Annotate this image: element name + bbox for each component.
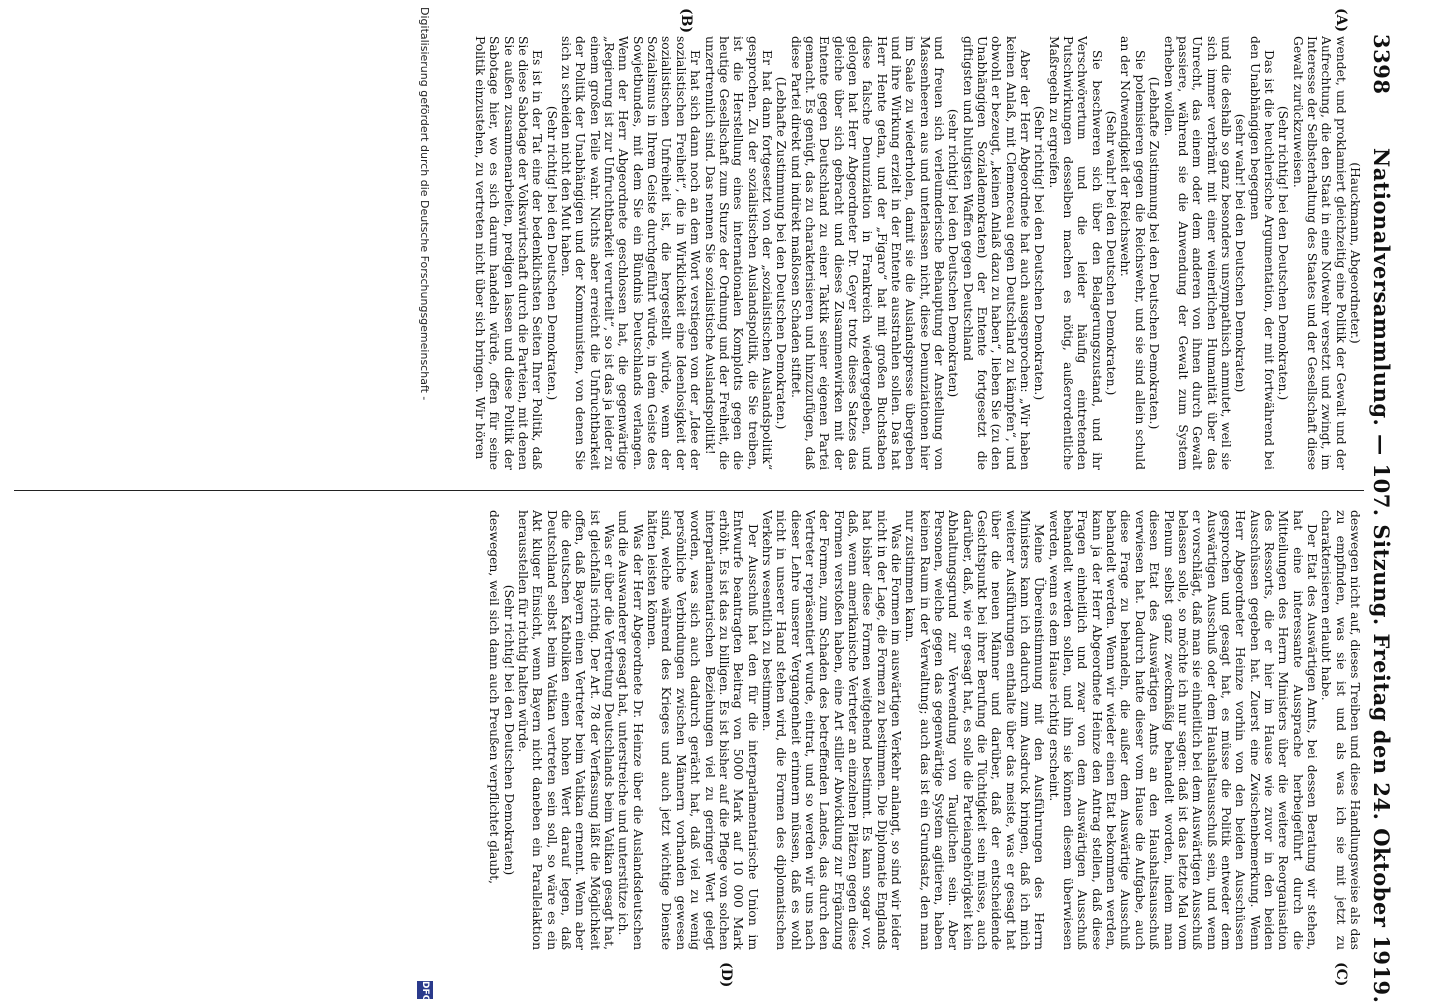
paragraph: wendet, und proklamiert gleichzeitig eine Politik der Gewalt und der Aufrechtung, die den Staat in eine Notwehr versetzt und zwingt, im Interesse der Selbsterhaltung des Staates und der Gesellschaft diese Gewalt zurückzuweisen.: [1290, 36, 1348, 470]
right-text-column: [17, 510, 1362, 950]
paragraph: Das ist die heuchlerische Argumentation, der mit fortwährend bei den Unabhängigen begegnen: [1247, 36, 1276, 470]
margin-marker-b: (B): [678, 8, 694, 34]
reaction-line: (Sehr richtig! bei den Deutschen Demokraten.): [1276, 105, 1291, 401]
credit-text: Digitalisierung gefördert durch die Deutsche Forschungsgemeinschaft -: [418, 7, 431, 401]
paragraph: und die deshalb so ganz besonders unsympathisch anmutet, weil sie sich immer verbrämt mit einer weinerlichen Humanität über das Unrecht, das einem oder dem anderen von ihnen durch Gewalt passiere, während sie die Anwendung der Gewalt zum System erheben wollen.: [1161, 36, 1233, 470]
left-text-column: [17, 36, 1362, 470]
paragraph: Was die Formen im auswärtigen Verkehr anlangt, so sind wir leider nicht in der Lage, die Formen zu bestimmen. Die Diplomatie Englands hat bisher diese Formen weitgehend bestimmt. Es kann sogar vor, daß, wenn amerikanische Vertreter an einzelnen Plätzen gegen diese Formen verstoßen haben, eine Art stiller Abwicklung zur Ergänzung der Formen, zum Schaden des betreffenden Landes, das durch den Vertreter repräsentiert wurde, eintrat, und so werden wir uns nach dieser Lehre unserer Vergangenheit erinnern müssen, daß es wohl nicht in unserer Hand stehen wird, die Formen des diplomatischen Verkehrs wesentlich zu bestimmen.: [759, 510, 903, 950]
paragraph: Der Ausschuß hat den für die interparlamentarische Union im Entwurfe beantragten Beitrag von 5000 Mark auf 10 000 Mark erhöht. Es ist das zu billigen. Es ist bisher auf die Pflege von solchen interparlamentarischen Beziehungen viel zu geringer Wert gelegt worden, was sich auch dadurch gerächt hat, daß viel zu wenig persönliche Verbindungen zwischen Männern vorhanden gewesen sind, welche während des Krieges und auch jetzt wichtige Dienste hätten leisten können.: [645, 510, 760, 950]
margin-marker-c: (C): [1333, 962, 1349, 987]
paragraph: deswegen nicht auf, dieses Treiben und diese Handlungsweise als das zu empfinden, was sie ist und als was ich sie mit jetzt zu charakterisieren erlaubt habe.: [1319, 510, 1362, 950]
running-head: Nationalversammlung. — 107. Sitzung. Freitag den 24. Oktober 1919.: [1369, 148, 1394, 1003]
paragraph: Sie polemisieren gegen die Reichswehr, und sie sind allein schuld an der Notwendigkeit der Reichswehr.: [1118, 36, 1147, 470]
digitization-credit: [412, 1, 434, 1001]
paragraph: Er hat sich dann noch an dem Wort verstiegen von der „Idee der sozialistischen Freiheit“, die in Wirklichkeit eine Ideenlosigkeit der sozialistischen Unfreiheit ist, die hergestellt würde, wenn der Sozialismus in Ihrem Geiste durchgeführt würde, in dem Geiste des Sowjetbundes, mit dem Sie ein Bündnis Deutschlands verlangen. Wenn der Herr Abgeordnete geschlossen hat, die gegenwärtige „Regierung ist zur Unfruchtbarkeit verurteilt“, so ist das ja leider zu einem großen Teile wahr. Nichts aber erreicht die Unfruchtbarkeit der Politik der Unabhängigen und der Kommunisten, von denen Sie sich zu scheiden nicht den Mut haben.: [559, 36, 703, 470]
page-number: 3398: [1369, 34, 1394, 95]
paragraph: Er hat dann fortgesetzt von der „sozialistischen Auslandspolitik“ gesprochen. Zu der sozialistischen Auslandspolitik, die Sie treiben, ist die Herstellung eines internationalen Komplotts gegen die heutige Gesellschaft zum Sturze der Ordnung und der Freiheit, die unzertrennlich sind. Das nennen Sie sozialistische Auslandspolitik!: [702, 36, 774, 470]
reaction-line: (Sehr wahr! bei den Deutschen Demokraten.): [1104, 110, 1119, 396]
reaction-line: (sehr richtig! bei den Deutschen Demokraten): [946, 108, 961, 398]
margin-marker-a: (A): [1333, 8, 1349, 33]
paragraph: Sie beschweren sich über den Belagerungszustand, und ihr Verschwörertum und die leider häufig eintretenden Putschwirkungen desselben machen es nötig, außerordentliche Maßregeln zu ergreifen.: [1046, 36, 1104, 470]
paragraph: Aber der Herr Abgeordnete hat auch ausgesprochen: „Wir haben keinen Anlaß, mit Clemenceau gegen Deutschland zu kämpfen“, und obwohl er bezeugt, „keinen Anlaß dazu zu haben“, lieben Sie (zu den Unabhängigen Sozialdemokraten) der Entente fortgesetzt die giftigsten und blutigsten Waffen gegen Deutschland: [960, 36, 1033, 470]
paragraph: (Hauckmann, Abgeordneter.): [1348, 162, 1362, 344]
paragraph: deswegen, weil sich dann auch Preußen verpflichtet glaubt,: [487, 510, 502, 885]
page-header: [1364, 20, 1394, 1003]
paragraph: Es ist in der Tat eine der bedenklichsten Seiten Ihrer Politik, daß Sie diese Sabotage der Volkswirtschaft durch die Parteien, mit denen Sie außen zusammenarbeiten, predigen lassen und diese Politik der Sabotage hier, wo es sich darum handeln würde, offen für seine Politik einzustehen, zu vertreten nicht über sich bringen. Wir hören: [473, 36, 545, 470]
reaction-line: (Sehr richtig! bei den Deutschen Demokraten.): [544, 105, 559, 401]
column-divider: [14, 490, 1364, 491]
reaction-line: (sehr wahr! bei den Deutschen Demokraten): [1233, 113, 1248, 393]
paragraph: Was er über die Vertretung Deutschlands beim Vatikan gesagt hat, ist gleichfalls richtig. Der Art. 78 der Verfassung läßt die Möglichkeit offen, daß Bayern einen Vertreter beim Vatikan ernennt. Wenn aber die deutschen Katholiken einen hohen Wert darauf legen, daß Deutschland selbst beim Vatikan vertreten sein soll, so wäre es ein Akt kluger Einsicht, wenn Bayern nicht daneben ein Parallelaktion herausstellen für richtig halten würde.: [516, 510, 617, 950]
reaction-line: (Lebhafte Zustimmung bei den Deutschen Demokraten.): [1147, 76, 1162, 430]
reaction-line: (Lebhafte Zustimmung bei den Deutschen Demokraten.): [774, 76, 789, 430]
margin-marker-d: (D): [718, 962, 734, 988]
dfg-logo: DFG: [417, 981, 433, 999]
reaction-line: (Sehr richtig! bei den Deutschen Demokraten.): [1032, 105, 1047, 401]
paragraph: und freuen sich verleumderische Behauptung der Anstellung von Massenheeren aus und unterlassen nicht, diese Denunziationen hier im Saale zu wiederholen, damit sie die Auslandspresse übergeben und ihre Wirkung erzielt in der Entente ausstrahlen sollen. Das hat Herr Hente getan, und der „Figaro“ hat mit großen Buchstaben diese falsche Denunziation in Frankreich wiedergegeben, und gelogen hat Herr Abgeordneter Dr. Geyer trotz dieses Satzes das gleiche über sich gebracht und dieses Zusammenwirken mit der Entente gegen Deutschland zu einer Taktik seiner eigenen Partei gemacht. Es genügt, das zu charakterisieren und hinzuzufügen, daß diese Partei direkt und indirekt maßlosen Schaden stiftet.: [788, 36, 947, 470]
reaction-line: (Sehr richtig! bei den Deutschen Demokraten): [501, 584, 516, 876]
paragraph: Meine Übereinstimmung mit den Ausführungen des Herrn Ministers kann ich dadurch zum Ausdruck bringen, daß ich mich weiterer Ausführungen enthalte über das meiste, was er gesagt hat über die neuen Männer und darüber, daß der entscheidende Gesichtspunkt bei ihrer Berufung die Tüchtigkeit sein müsse, auch darüber, daß, wie er gesagt hat, es solle die Parteiangehörigkeit kein Abhaltungsgrund zur Verwendung von Tauglichen sein. Aber Personen, welche gegen das gegenwärtige System agitieren, haben keinen Raum in der Verwaltung; auch das ist ein Grundsatz, den man nur zustimmen kann.: [903, 510, 1047, 950]
paragraph: Was der Herr Abgeordnete Dr. Heinze über die Auslandsdeutschen und die Auswanderer gesagt hat, unterstreiche und unterstütze ich.: [616, 510, 645, 950]
paragraph: Der Etat des Auswärtigen Amts, bei dessen Beratung wir stehen, hat eine interessante Aussprache herbeigeführt durch die Mitteilungen des Herrn Ministers über die weitere Reorganisation des Ressorts, die er hier im Hause wie zuvor in den beiden Ausschüssen gegeben hat. Zuerst eine Zwischenbemerkung. Wenn Herr Abgeordneter Heinze vorhin von den beiden Ausschüssen gesprochen und gesagt hat, es müsse die Politik entweder dem Auswärtigen Ausschuß oder dem Haushaltsausschuß sein, und wenn er vorschlägt, daß man sie einheitlich bei dem Auswärtigen Ausschuß belassen solle, so möchte ich nur sagen: daß ist das letzte Mal vom Plenum selbst ganz zweckmäßig behandelt worden, indem man diesen Etat des Auswärtigen Amts an den Haushaltsausschuß verwiesen hat. Dadurch hatte dieser vom Hause die Aufgabe, auch diese Frage zu behandeln, die außer dem Auswärtige Ausschuß behandelt werden. Wenn wir wieder einen Etat bekommen werden, kann ja der Herr Abgeordnete Heinze den Antrag stellen, daß diese Fragen einheitlich und zwar von dem Auswärtigen Ausschuß behandelt werden sollen, und ihn sie können diesem überwiesen werden, wenn es dem Hause richtig erscheint.: [1046, 510, 1319, 950]
